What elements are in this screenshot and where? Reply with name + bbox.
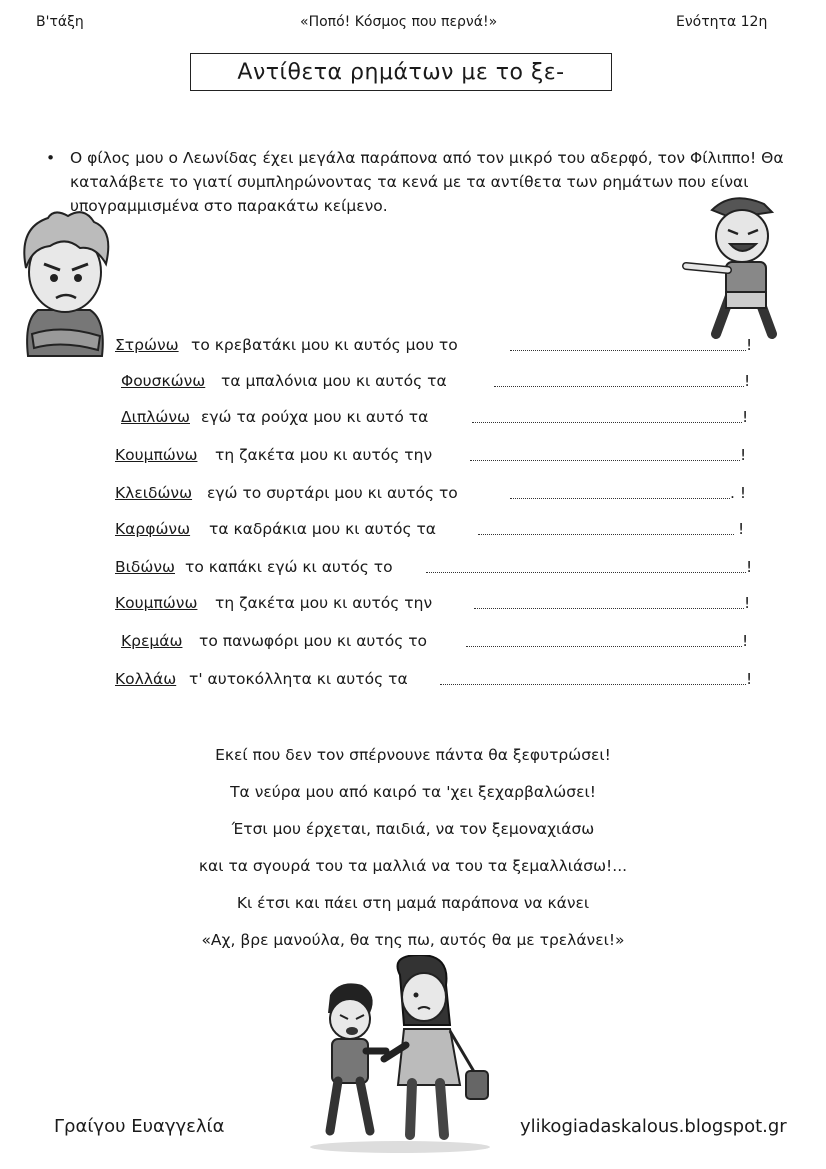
footer-author: Γραίγου Ευαγγελία: [54, 1116, 225, 1137]
laughing-boy-illustration: [672, 190, 792, 342]
sentence-end: !: [746, 670, 753, 688]
exercise-line: [0, 484, 826, 508]
underlined-verb: Κρεμάω: [121, 632, 183, 650]
blank-line[interactable]: [470, 460, 740, 461]
header-book-title: «Ποπό! Κόσμος που περνά!»: [300, 14, 498, 30]
sentence-text: τη ζακέτα μου κι αυτός την: [215, 446, 433, 464]
poem-line: Έτσι μου έρχεται, παιδιά, να τον ξεμοναχιάσω: [231, 820, 595, 838]
blank-line[interactable]: [440, 684, 746, 685]
sentence-text: το καπάκι εγώ κι αυτός το: [185, 558, 393, 576]
sentence-end: !: [744, 372, 751, 390]
sentence-end: !: [746, 558, 753, 576]
underlined-verb: Φουσκώνω: [121, 372, 206, 390]
exercise-line: [0, 594, 826, 618]
sentence-text: τ' αυτοκόλλητα κι αυτός τα: [189, 670, 408, 688]
exercise-line: [0, 632, 826, 656]
blank-line[interactable]: [426, 572, 746, 573]
blank-line[interactable]: [478, 534, 734, 535]
exercise-line: [0, 336, 826, 360]
sentence-text: το πανωφόρι μου κι αυτός το: [199, 632, 428, 650]
blank-line[interactable]: [510, 350, 746, 351]
blank-line[interactable]: [510, 498, 730, 499]
sentence-end: !: [746, 336, 753, 354]
poem-line: Εκεί που δεν τον σπέρνουνε πάντα θα ξεφυτρώσει!: [215, 746, 611, 764]
header-class-label: Β'τάξη: [36, 14, 84, 30]
sentence-text: τη ζακέτα μου κι αυτός την: [215, 594, 433, 612]
sentence-text: το κρεβατάκι μου κι αυτός μου το: [191, 336, 458, 354]
sentence-end: !: [742, 408, 749, 426]
blank-line[interactable]: [474, 608, 744, 609]
poem-line: και τα σγουρά του τα μαλλιά να του τα ξεμαλλιάσω!...: [198, 857, 628, 875]
blank-line[interactable]: [494, 386, 744, 387]
sentence-end: !: [744, 594, 751, 612]
poem-line: Κι έτσι και πάει στη μαμά παράπονα να κάνει: [236, 894, 590, 912]
exercise-line: [0, 670, 826, 694]
bullet-icon: •: [46, 149, 56, 167]
underlined-verb: Καρφώνω: [115, 520, 191, 538]
footer-website: ylikogiadaskalous.blogspot.gr: [520, 1116, 787, 1137]
header-unit-label: Ενότητα 12η: [676, 14, 768, 30]
sentence-end: !: [738, 520, 745, 538]
poem-line: «Αχ, βρε μανούλα, θα της πω, αυτός θα με τρελάνει!»: [201, 931, 625, 949]
page-title: Αντίθετα ρημάτων με το ξε-: [190, 53, 612, 91]
underlined-verb: Κλειδώνω: [115, 484, 193, 502]
underlined-verb: Κολλάω: [115, 670, 177, 688]
underlined-verb: Διπλώνω: [121, 408, 190, 426]
blank-line[interactable]: [466, 646, 742, 647]
underlined-verb: Κουμπώνω: [115, 594, 198, 612]
sentence-end: !: [742, 632, 749, 650]
underlined-verb: Κουμπώνω: [115, 446, 198, 464]
exercise-line: [0, 446, 826, 470]
underlined-verb: Βιδώνω: [115, 558, 175, 576]
underlined-verb: Στρώνω: [115, 336, 179, 354]
exercise-line: [0, 408, 826, 432]
exercise-line: [0, 558, 826, 582]
sentence-text: εγώ τα ρούχα μου κι αυτό τα: [201, 408, 429, 426]
sentence-end: !: [740, 446, 747, 464]
sentence-text: τα καδράκια μου κι αυτός τα: [209, 520, 437, 538]
boy-and-mother-illustration: [300, 955, 500, 1155]
blank-line[interactable]: [472, 422, 742, 423]
exercise-line: [0, 520, 826, 544]
sentence-end: . !: [730, 484, 747, 502]
instructions-text: Ο φίλος μου ο Λεωνίδας έχει μεγάλα παράπονα από τον μικρό του αδερφό, τον Φίλιππο! Θα καταλάβετε το γιατί συμπληρώνοντας τα κενά με τα αντίθετα των ρημάτων που είναι υπογραμμισμένα στο παρακάτω κείμενο.: [70, 149, 784, 215]
sentence-text: εγώ το συρτάρι μου κι αυτός το: [207, 484, 458, 502]
poem-line: Τα νεύρα μου από καιρό τα 'χει ξεχαρβαλώσει!: [230, 783, 596, 801]
exercise-line: [0, 372, 826, 396]
sentence-text: τα μπαλόνια μου κι αυτός τα: [221, 372, 447, 390]
